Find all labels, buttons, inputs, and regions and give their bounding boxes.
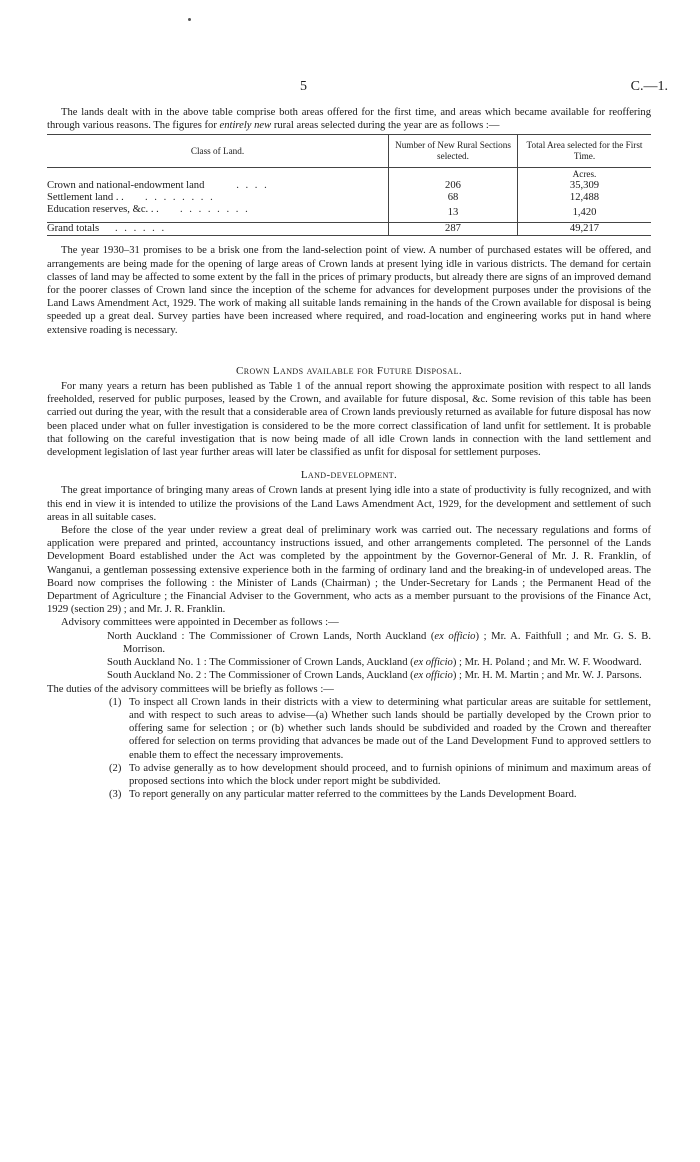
- list-item: South Auckland No. 2 : The Commissioner of Crown Lands, Auckland (ex officio) ; Mr. H. M. Martin ; and Mr. W. J. Parsons.: [107, 670, 642, 682]
- table-header-row: [47, 135, 651, 168]
- row-area: 35,309: [518, 180, 652, 192]
- page-body: [47, 106, 651, 801]
- row-sections: 68: [389, 192, 518, 204]
- list-number: (2): [109, 762, 122, 774]
- unit-label: Acres.: [518, 168, 652, 181]
- list-item: North Auckland : The Commissioner of Crown Lands, North Auckland (ex officio) ; Mr. A. Faithfull ; and Mr. G. S. B. Morrison.: [107, 630, 651, 655]
- total-label: Grand totals: [47, 223, 100, 235]
- column-header-class: Class of Land.: [47, 135, 389, 168]
- total-sections: 287: [389, 223, 518, 236]
- paragraph-development-intro: The great importance of bringing many areas of Crown lands at present lying idle into a state of productivity is fully recognized, and with this end in view it is intended to utilize the provisions of the Land Laws Amendment Act, 1929, for the development and settlement of such areas in all suitable cases.: [47, 485, 651, 523]
- stray-mark: [188, 18, 191, 21]
- list-text: To advise generally as to how development should proceed, and to furnish opinions of minimum and maximum areas of proposed sections into which the block under report might be subdivided.: [129, 762, 651, 787]
- paragraph-crown-lands: For many years a return has been published as Table 1 of the annual report showing the approximate position with respect to all lands freeholded, reserved for public purposes, leased by the Crown, and available for future disposal, &c. Some revision of this table has been carried out during the year, with the result that a considerable area of Crown lands previously returned as available for future disposal has now been placed under what on fuller investigation is considered to be the more correct classification of land unfit for settlement. It is probable that following on the careful investigation that is now being made of all idle Crown lands in connection with the land settlement and development legislation of last year further areas will later be classified as unfit for disposal for settlement purposes.: [47, 381, 651, 459]
- paragraph-development-board: Before the close of the year under review a great deal of preliminary work was carried out. The necessary regulations and forms of application were prepared and printed, accountancy instructions issued, and other arrangements completed. The personnel of the Lands Development Board established under the Act was completed by the appointment by the Governor-General of Mr. J. R. Franklin, of Wanganui, a gentleman possessing extensive experience both in the farming of ordinary land and the breaking-in of undeveloped areas. The Board now comprises the following : the Minister of Lands (Chairman) ; the Under-Secretary for Lands ; the Permanent Head of the Department of Agriculture ; the Financial Adviser to the Government, who acts as a member pursuant to the provisions of the Finance Act, 1929 (section 29) ; and Mr. J. R. Franklin.: [47, 525, 651, 616]
- committee-list: [47, 630, 651, 683]
- page-number: 5: [300, 79, 307, 94]
- unit-row: [47, 168, 651, 181]
- list-item: [109, 788, 651, 801]
- list-text: To report generally on any particular matter referred to the committees by the Lands Development Board.: [129, 789, 577, 801]
- total-row: Grand totals . . . . . . 287 49,217: [47, 223, 651, 236]
- paragraph-advisory: Advisory committees were appointed in December as follows :—: [61, 617, 339, 629]
- page-header: [0, 80, 700, 96]
- row-area: 12,488: [518, 192, 652, 204]
- paragraph-duties: The duties of the advisory committees will be briefly as follows :—: [47, 683, 334, 695]
- row-label: Settlement land . .: [47, 192, 124, 204]
- list-item: [109, 696, 651, 762]
- table-row: Settlement land . . . . . . . . . . 68 12,488: [47, 192, 651, 204]
- row-label: Education reserves, &c. . .: [47, 204, 159, 216]
- list-text: To inspect all Crown lands in their districts with a view to determining what particular areas are suitable for settlement, and with respect to such areas to advise—(a) Whether such lands should be partially developed by the Crown prior to offering same for selection ; or (b) whether such lands should be subdivided and roaded by the Crown and thereafter offered for selection on terms providing that advances be made out of the Land Development Fund to approved settlers to enable them to effect the necessary improvements.: [129, 696, 651, 761]
- list-number: (1): [109, 696, 122, 708]
- paragraph-outlook: The year 1930–31 promises to be a brisk one from the land-selection point of view. A number of purchased estates will be offered, and arrangements are being made for the opening of large areas of Crown lands at present lying idle in various districts. The demand for certain classes of land may be affected to some extent by the fall in the prices of primary products, but already there are signs of an improved demand for the poorer classes of Crown land since the inception of the scheme for advances for development purposes under the provisions of the Land Laws Amendment Act, 1929. The work of making all suitable lands remaining in the hands of the Crown available for disposal is being speeded up a great deal. Survey parties have been increased where required, and road-location and engineering works put in hand where extensive roading is necessary.: [47, 245, 651, 336]
- column-header-sections: Number of New Rural Sections selected.: [389, 135, 518, 168]
- list-number: (3): [109, 789, 122, 801]
- table-row: Crown and national-endowment land . . . . 206 35,309: [47, 180, 651, 192]
- intro-paragraph: The lands dealt with in the above table comprise both areas offered for the first time, and areas which became available for reoffering through various reasons. The figures for entirely new rural areas selected during the year are as follows :—: [47, 107, 651, 132]
- row-sections: 206: [389, 180, 518, 192]
- section-heading-crown-lands: Crown Lands available for Future Disposal.: [235, 364, 463, 377]
- section-heading-land-development: Land-development.: [300, 469, 398, 482]
- duties-list: [47, 696, 651, 802]
- column-header-area: Total Area selected for the First Time.: [518, 135, 652, 168]
- row-label: Crown and national-endowment land: [47, 180, 205, 192]
- total-area: 49,217: [518, 223, 652, 236]
- document-reference: C.—1.: [630, 79, 668, 94]
- list-item: [109, 762, 651, 788]
- row-sections: 13: [389, 204, 518, 223]
- land-selection-table: [47, 134, 651, 236]
- row-area: 1,420: [518, 204, 652, 223]
- list-item: South Auckland No. 1 : The Commissioner of Crown Lands, Auckland (ex officio) ; Mr. H. Poland ; and Mr. W. F. Woodward.: [107, 657, 642, 669]
- table-row: Education reserves, &c. . . . . . . . . . . 13 1,420: [47, 204, 651, 223]
- emphasis: entirely new: [219, 120, 272, 132]
